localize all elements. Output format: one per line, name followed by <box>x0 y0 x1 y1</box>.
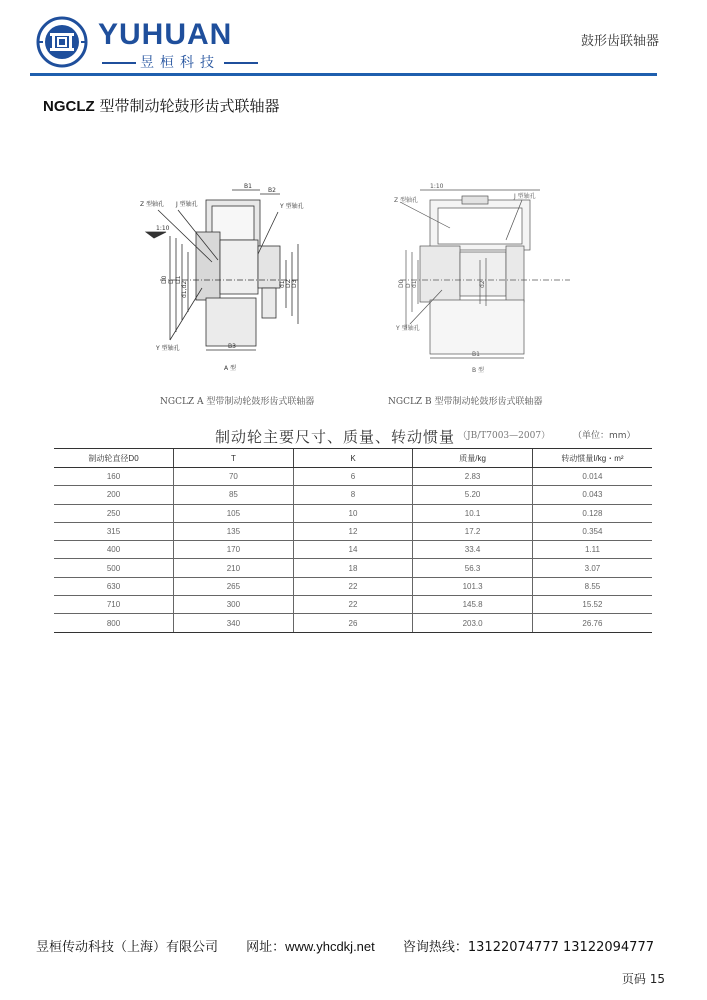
figure-b-d2-label: d2 <box>479 280 486 288</box>
figure-b-d-label: D <box>405 283 412 288</box>
table-cell: 203.0 <box>413 614 533 632</box>
figure-a-dk-label: d1 <box>279 280 286 288</box>
table-cell: 135 <box>174 522 294 540</box>
figure-b-b1-label: B1 <box>472 351 480 358</box>
table-cell: 26 <box>293 614 413 632</box>
page-title <box>43 95 279 116</box>
table-cell: 12 <box>293 522 413 540</box>
figure-a-j-hole-label: J 型轴孔 <box>176 201 198 208</box>
table-row <box>54 486 652 504</box>
figure-b-taper-label: 1:10 <box>430 183 444 190</box>
figure-a-y-hole-label: Y 型轴孔 <box>280 203 304 210</box>
table-cell: 630 <box>54 577 174 595</box>
figure-a-b2-label: B2 <box>268 187 276 194</box>
table-cell: 8 <box>293 486 413 504</box>
table-cell: 18 <box>293 559 413 577</box>
footer-website[interactable]: 网址：www.yhcdkj.net <box>246 939 375 954</box>
table-cell: 6 <box>293 468 413 486</box>
figure-a-b3-label: B3 <box>228 343 236 350</box>
table-header-row <box>54 449 652 468</box>
figure-b-z-hole-label: Z 型轴孔 <box>394 197 419 204</box>
figure-b-d0-label: D0 <box>398 279 405 288</box>
table-row <box>54 468 652 486</box>
table-row <box>54 614 652 632</box>
figure-a-y-hole-bottom-label: Y 型轴孔 <box>156 345 180 352</box>
table-cell: 0.354 <box>532 522 652 540</box>
table-row <box>54 541 652 559</box>
table-cell: 170 <box>174 541 294 559</box>
figure-b-d1-label: d1 <box>411 280 418 288</box>
page-number: 页码 15 <box>621 972 665 986</box>
table-cell: 160 <box>54 468 174 486</box>
table-cell: 10.1 <box>413 504 533 522</box>
figure-a-d3-label: D3 <box>291 279 298 288</box>
table-cell: 210 <box>174 559 294 577</box>
header-rule <box>30 73 657 76</box>
table-row <box>54 596 652 614</box>
table-row <box>54 559 652 577</box>
table-cell: 5.20 <box>413 486 533 504</box>
table-cell: 340 <box>174 614 294 632</box>
figure-a-z-hole-label: Z 型轴孔 <box>140 201 165 208</box>
figure-a-b1-label: B1 <box>244 183 252 190</box>
table-row <box>54 577 652 595</box>
table-cell: 8.55 <box>532 577 652 595</box>
brand-name-cn <box>98 52 262 72</box>
table-cell: 10 <box>293 504 413 522</box>
figure-a-drawing <box>120 180 320 380</box>
figure-b-y-hole-label: Y 型轴孔 <box>396 325 420 332</box>
column-header: 转动惯量I/kg・m² <box>532 449 652 468</box>
table-cell: 145.8 <box>413 596 533 614</box>
figure-a-type-label: A 型 <box>224 365 237 372</box>
column-header: 制动轮直径D0 <box>54 449 174 468</box>
figure-a-d1d2-label: d1,d2 <box>181 280 188 298</box>
table-cell: 0.043 <box>532 486 652 504</box>
column-header: 质量/kg <box>413 449 533 468</box>
table-cell: 710 <box>54 596 174 614</box>
footer <box>36 936 678 955</box>
table-row <box>54 522 652 540</box>
page-title-model: NGCLZ <box>43 98 95 115</box>
column-header: K <box>293 449 413 468</box>
table-cell: 200 <box>54 486 174 504</box>
table-cell: 0.128 <box>532 504 652 522</box>
figure-b-j-hole-label: J 型轴孔 <box>514 193 536 200</box>
figure-b-caption: NGCLZ B 型带制动轮鼓形齿式联轴器 <box>388 397 543 407</box>
table-cell: 15.52 <box>532 596 652 614</box>
page-title-text: 型带制动轮鼓形齿式联轴器 <box>94 97 280 115</box>
yuhuan-logo-icon <box>36 16 88 68</box>
footer-company: 昱桓传动科技（上海）有限公司 <box>36 940 219 955</box>
table-cell: 2.83 <box>413 468 533 486</box>
figure-b-drawing <box>390 180 590 380</box>
figure-a-caption: NGCLZ A 型带制动轮鼓形齿式联轴器 <box>160 397 315 407</box>
table-row <box>54 504 652 522</box>
table-cell: 1.11 <box>532 541 652 559</box>
table-title: 制动轮主要尺寸、质量、转动惯量 <box>215 428 456 446</box>
table-cell: 85 <box>174 486 294 504</box>
table-cell: 0.014 <box>532 468 652 486</box>
figure-a-d-label: D <box>168 279 175 284</box>
brand-name-cn-text: 昱桓科技 <box>140 55 220 71</box>
table-cell: 300 <box>174 596 294 614</box>
table-cell: 17.2 <box>413 522 533 540</box>
figure-a-taper-label: 1:10 <box>156 225 170 232</box>
spec-table <box>54 448 652 633</box>
table-cell: 56.3 <box>413 559 533 577</box>
table-cell: 105 <box>174 504 294 522</box>
table-unit: （单位：mm） <box>573 431 636 441</box>
table-cell: 14 <box>293 541 413 559</box>
table-cell: 500 <box>54 559 174 577</box>
footer-hotline: 咨询热线：13122074777 13122094777 <box>402 940 654 955</box>
section-title: 鼓形齿联轴器 <box>580 34 659 49</box>
table-cell: 101.3 <box>413 577 533 595</box>
brand-name-en: YUHUAN <box>98 18 233 51</box>
figure-a-d1-label: D1 <box>175 275 182 284</box>
figure-a-d2-label: D2 <box>285 279 292 288</box>
table-cell: 3.07 <box>532 559 652 577</box>
table-standard: （JB/T7003—2007） <box>458 431 551 441</box>
table-cell: 800 <box>54 614 174 632</box>
table-cell: 22 <box>293 577 413 595</box>
figure-a-d0-label: D0 <box>161 275 168 284</box>
table-cell: 250 <box>54 504 174 522</box>
table-cell: 22 <box>293 596 413 614</box>
table-cell: 400 <box>54 541 174 559</box>
figure-b-type-label: B 型 <box>472 367 485 374</box>
table-cell: 315 <box>54 522 174 540</box>
table-cell: 26.76 <box>532 614 652 632</box>
column-header: T <box>174 449 294 468</box>
table-cell: 33.4 <box>413 541 533 559</box>
table-cell: 265 <box>174 577 294 595</box>
table-cell: 70 <box>174 468 294 486</box>
